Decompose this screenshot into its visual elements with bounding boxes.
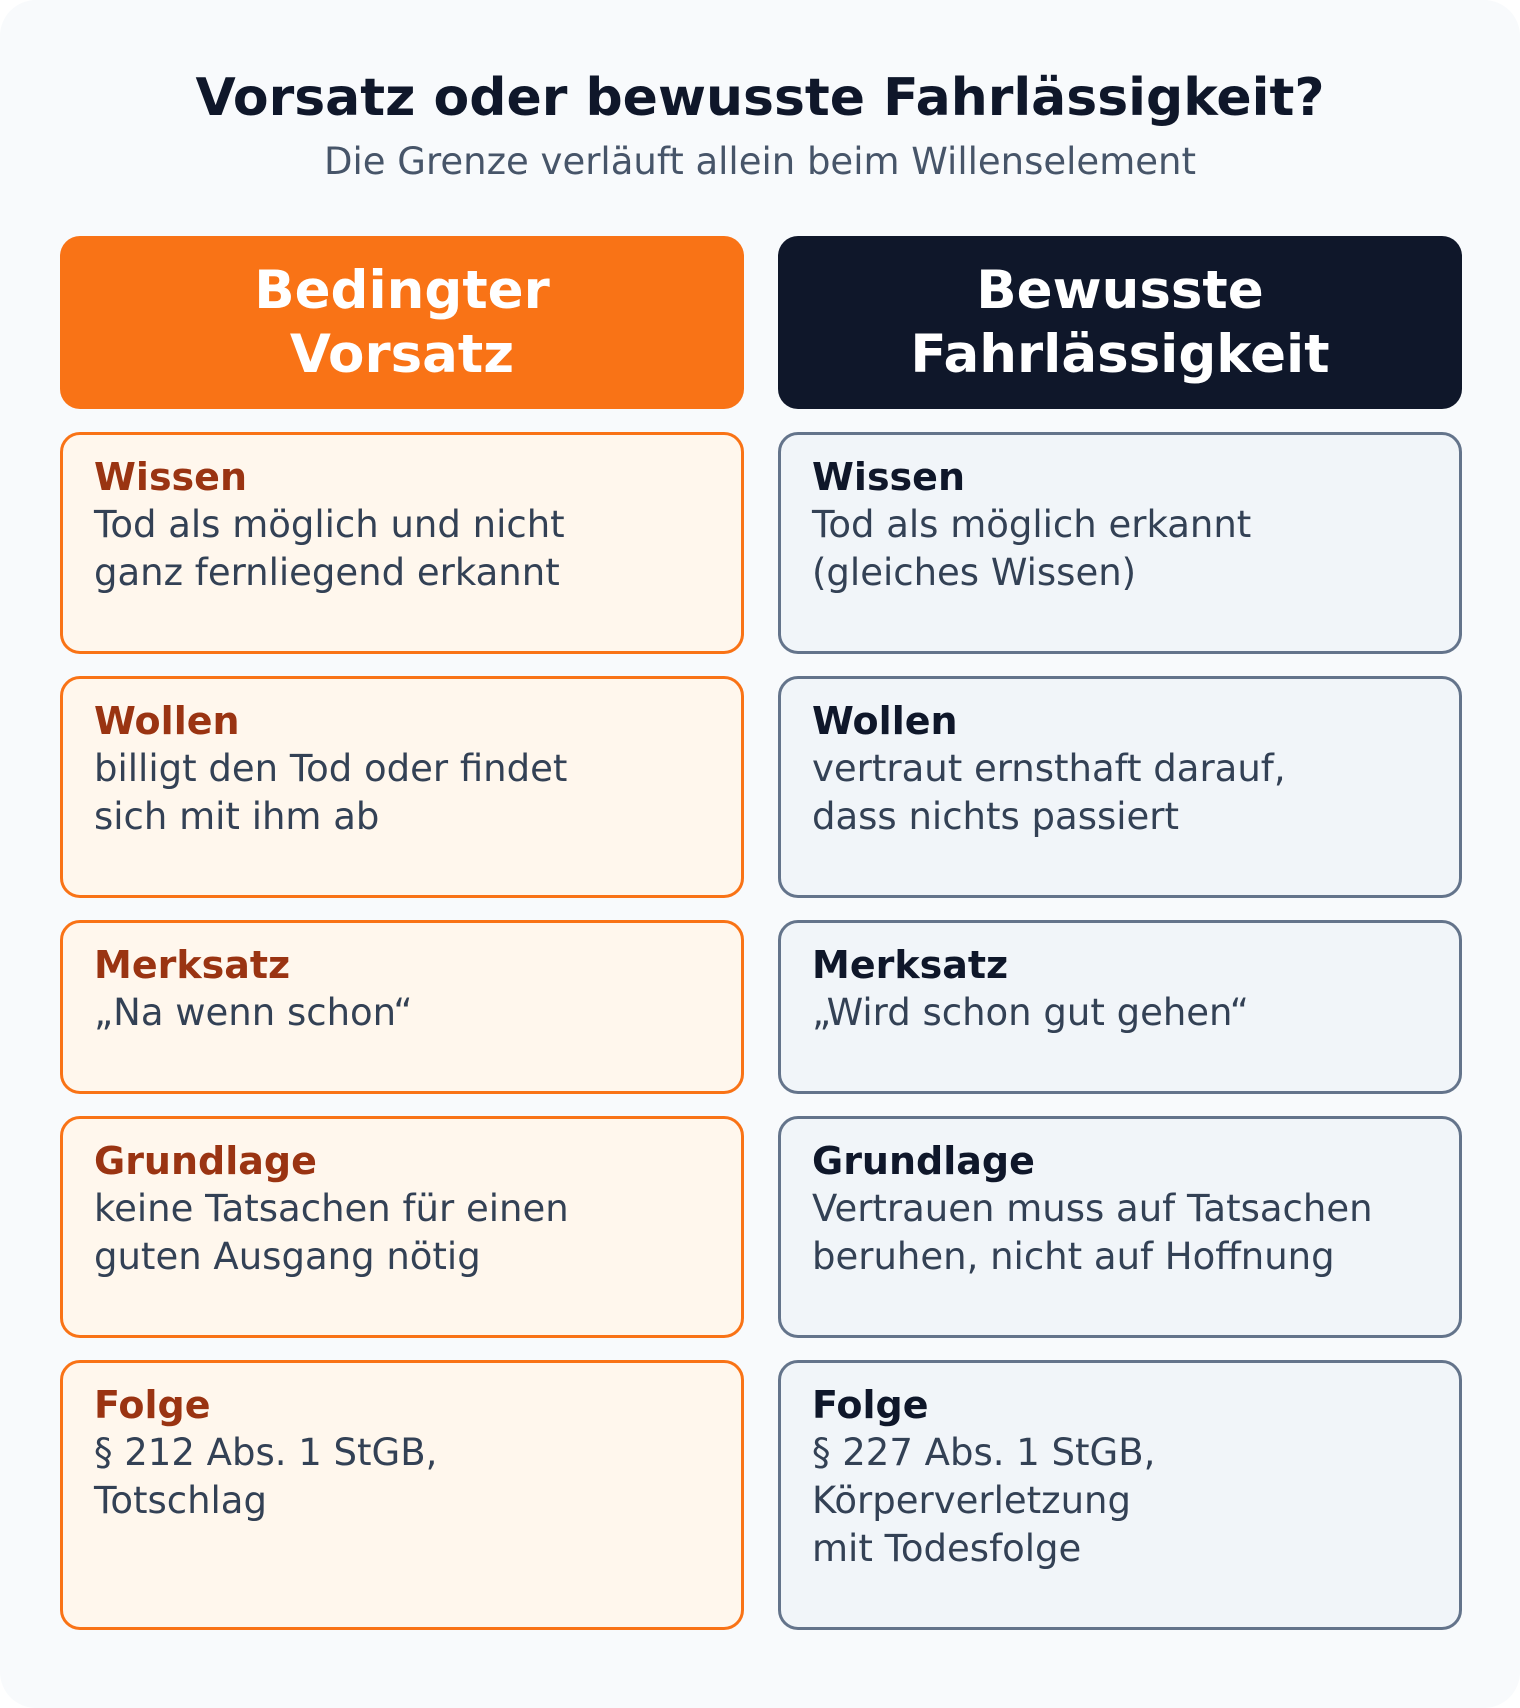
card-label: Folge [812,1383,929,1427]
right-card-folge [778,1360,1462,1630]
right-card-merksatz [778,920,1462,1094]
left-card-wissen [60,432,744,654]
header-bedingter-vorsatz: Bedingter Vorsatz [60,236,744,409]
card-text: Tod als möglich und nicht ganz fernliegend erkannt [94,503,565,594]
left-card-merksatz [60,920,744,1094]
card-text: vertraut ernsthaft darauf, dass nichts passiert [812,747,1286,838]
card-label: Merksatz [812,943,1009,987]
card-label: Merksatz [94,943,291,987]
right-card-wollen [778,676,1462,898]
card-text: „Wird schon gut gehen“ [812,991,1249,1034]
page-subtitle: Die Grenze verläuft allein beim Willenselement [324,140,1196,183]
right-card-wissen [778,432,1462,654]
right-card-grundlage [778,1116,1462,1338]
left-card-folge [60,1360,744,1630]
card-text: Tod als möglich erkannt (gleiches Wissen) [812,503,1252,594]
card-label: Grundlage [94,1139,317,1183]
header-bewusste-fahrlaessigkeit: Bewusste Fahrlässigkeit [778,236,1462,409]
card-text: Vertrauen muss auf Tatsachen beruhen, nicht auf Hoffnung [812,1187,1373,1278]
page-title: Vorsatz oder bewusste Fahrlässigkeit? [195,68,1325,128]
card-label: Wissen [94,455,248,499]
card-label: Wollen [94,699,240,743]
left-card-grundlage [60,1116,744,1338]
card-text: „Na wenn schon“ [94,991,413,1034]
card-label: Grundlage [812,1139,1035,1183]
card-text: § 227 Abs. 1 StGB, Körperverletzung mit Todesfolge [812,1431,1156,1570]
card-text: billigt den Tod oder findet sich mit ihm ab [94,747,568,838]
card-label: Folge [94,1383,211,1427]
card-text: keine Tatsachen für einen guten Ausgang nötig [94,1187,569,1278]
left-card-wollen [60,676,744,898]
card-label: Wissen [812,455,966,499]
card-label: Wollen [812,699,958,743]
card-text: § 212 Abs. 1 StGB, Totschlag [94,1431,438,1522]
